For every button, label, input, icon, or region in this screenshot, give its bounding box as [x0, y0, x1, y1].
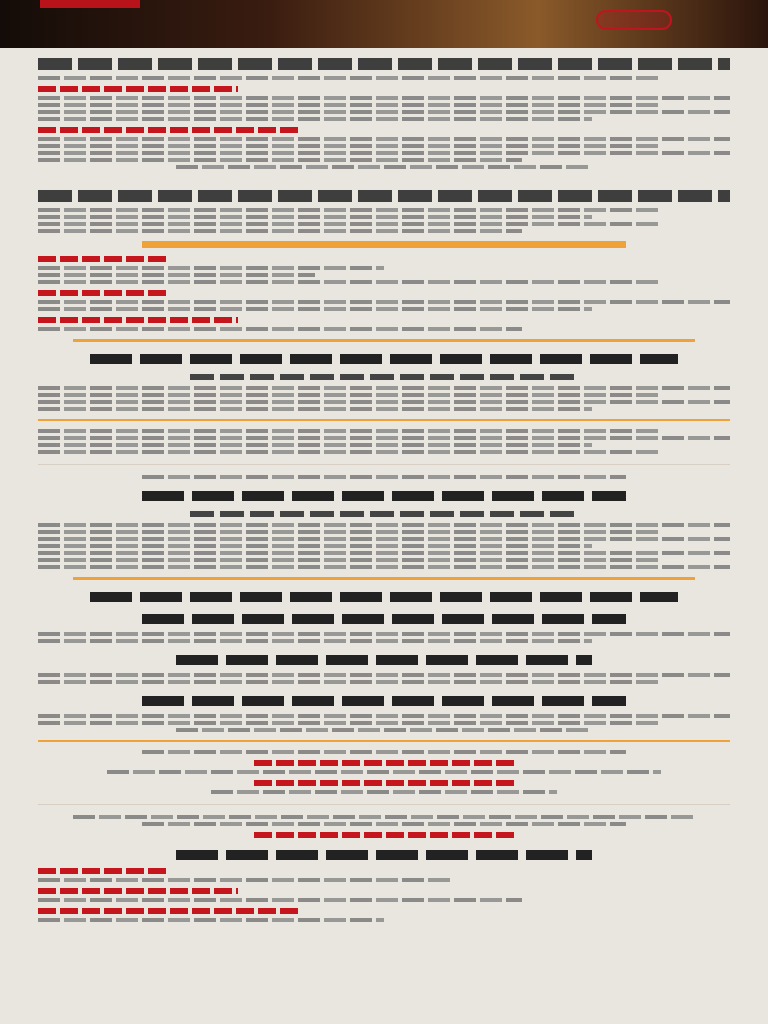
body-text — [38, 429, 661, 433]
red-heading[interactable] — [38, 868, 168, 874]
body-text — [38, 215, 592, 219]
body-text — [38, 918, 384, 922]
body-text — [38, 96, 730, 100]
body-text — [38, 222, 661, 226]
body-text — [38, 300, 730, 304]
red-heading[interactable] — [38, 127, 298, 133]
divider — [73, 577, 696, 580]
body-text — [38, 551, 730, 555]
section-title — [142, 696, 626, 706]
red-heading[interactable] — [38, 86, 238, 92]
body-text — [38, 280, 661, 284]
body-text — [38, 673, 730, 677]
body-text — [107, 770, 661, 774]
site-header — [0, 0, 768, 48]
body-text — [38, 76, 661, 80]
logo-icon[interactable] — [40, 0, 140, 8]
section-title — [176, 655, 591, 665]
body-text — [38, 144, 661, 148]
body-text — [38, 327, 522, 331]
body-text — [176, 728, 591, 732]
body-text — [38, 680, 661, 684]
body-text — [38, 400, 730, 404]
divider — [38, 464, 730, 465]
red-heading[interactable] — [38, 908, 298, 914]
body-text — [38, 530, 661, 534]
body-text — [38, 878, 453, 882]
body-text — [38, 229, 522, 233]
subheading — [190, 511, 578, 517]
body-text — [38, 537, 730, 541]
body-text — [38, 266, 384, 270]
body-text — [38, 117, 592, 121]
body-text — [38, 721, 661, 725]
divider — [38, 740, 730, 742]
body-text — [38, 523, 730, 527]
section-title — [90, 592, 678, 602]
red-heading[interactable] — [38, 290, 168, 296]
body-text — [176, 165, 591, 169]
divider — [73, 339, 696, 342]
body-text — [38, 307, 592, 311]
red-heading[interactable] — [38, 317, 238, 323]
badge-icon[interactable] — [596, 10, 672, 30]
section-title — [38, 190, 730, 202]
main-content — [0, 48, 768, 922]
body-text — [38, 393, 661, 397]
body-text — [38, 103, 661, 107]
section-title — [90, 354, 678, 364]
body-text — [38, 544, 592, 548]
body-text — [38, 898, 522, 902]
body-text — [38, 151, 730, 155]
body-text — [38, 407, 592, 411]
body-text — [38, 632, 730, 636]
subheading — [190, 374, 578, 380]
red-heading[interactable] — [254, 780, 514, 786]
divider — [38, 419, 730, 421]
red-heading[interactable] — [254, 760, 514, 766]
body-text — [38, 714, 730, 718]
body-text — [142, 750, 626, 754]
body-text — [38, 386, 730, 390]
body-text — [38, 558, 661, 562]
body-text — [38, 639, 592, 643]
body-text — [38, 450, 661, 454]
body-text — [38, 110, 730, 114]
body-text — [211, 790, 557, 794]
red-heading[interactable] — [38, 888, 238, 894]
red-heading[interactable] — [254, 832, 514, 838]
body-text — [142, 475, 626, 479]
divider — [38, 804, 730, 805]
body-text — [142, 822, 626, 826]
section-title — [142, 491, 626, 501]
section-title — [176, 850, 591, 860]
body-text — [38, 273, 315, 277]
body-text — [73, 815, 696, 819]
body-text — [38, 565, 730, 569]
body-text — [38, 208, 661, 212]
section-title — [142, 614, 626, 624]
section-title — [38, 58, 730, 70]
section-banner — [142, 241, 626, 248]
body-text — [38, 436, 730, 440]
body-text — [38, 137, 730, 141]
red-heading[interactable] — [38, 256, 168, 262]
body-text — [38, 158, 522, 162]
body-text — [38, 443, 592, 447]
